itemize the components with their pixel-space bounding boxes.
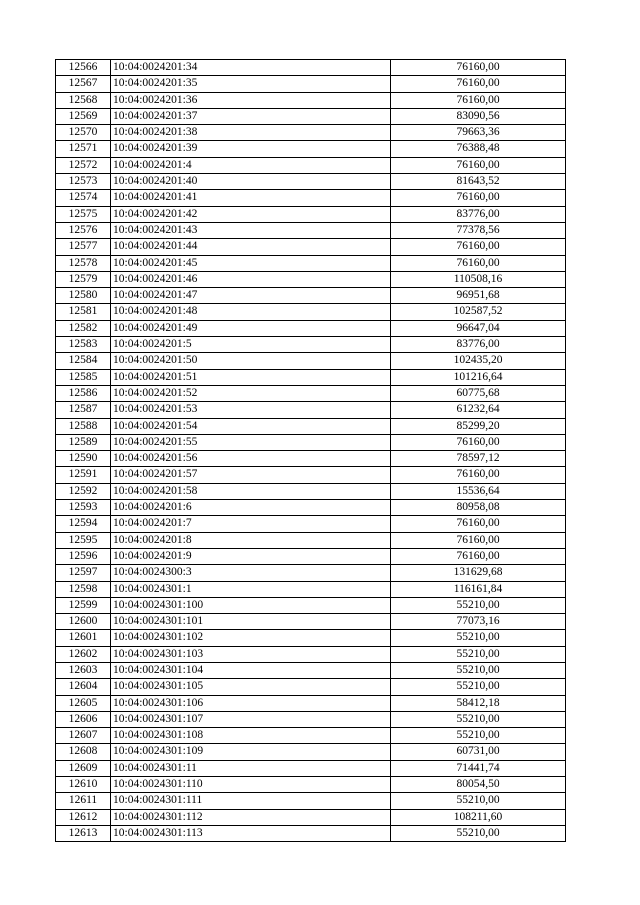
table-row: [56, 597, 566, 613]
cadastral-number-cell: 10:04:0024201:51: [111, 369, 391, 385]
value-cell: 55210,00: [391, 728, 566, 744]
row-number-cell: 12586: [56, 385, 111, 401]
cadastral-number-cell: 10:04:0024201:49: [111, 320, 391, 336]
cadastral-number-cell: 10:04:0024301:112: [111, 809, 391, 825]
row-number-cell: 12608: [56, 744, 111, 760]
table-row: [56, 565, 566, 581]
table-row: [56, 793, 566, 809]
row-number-cell: 12582: [56, 320, 111, 336]
value-cell: 83776,00: [391, 206, 566, 222]
table-row: [56, 516, 566, 532]
row-number-cell: 12574: [56, 190, 111, 206]
table-row: [56, 548, 566, 564]
table-row: [56, 92, 566, 108]
table-row: [56, 434, 566, 450]
value-cell: 79663,36: [391, 125, 566, 141]
cadastral-number-cell: 10:04:0024201:56: [111, 451, 391, 467]
cadastral-number-cell: 10:04:0024201:57: [111, 467, 391, 483]
cadastral-number-cell: 10:04:0024301:103: [111, 646, 391, 662]
cadastral-number-cell: 10:04:0024201:54: [111, 418, 391, 434]
table-row: [56, 125, 566, 141]
row-number-cell: 12609: [56, 760, 111, 776]
value-cell: 101216,64: [391, 369, 566, 385]
row-number-cell: 12593: [56, 500, 111, 516]
cadastral-number-cell: 10:04:0024301:101: [111, 614, 391, 630]
table-row: [56, 744, 566, 760]
row-number-cell: 12587: [56, 402, 111, 418]
cadastral-value-table: [55, 59, 566, 842]
table-row: [56, 222, 566, 238]
value-cell: 76160,00: [391, 157, 566, 173]
cadastral-number-cell: 10:04:0024201:55: [111, 434, 391, 450]
value-cell: 77378,56: [391, 222, 566, 238]
row-number-cell: 12602: [56, 646, 111, 662]
row-number-cell: 12570: [56, 125, 111, 141]
value-cell: 55210,00: [391, 793, 566, 809]
cadastral-number-cell: 10:04:0024201:42: [111, 206, 391, 222]
table-row: [56, 271, 566, 287]
value-cell: 55210,00: [391, 662, 566, 678]
table-row: [56, 777, 566, 793]
table-row: [56, 825, 566, 841]
row-number-cell: 12571: [56, 141, 111, 157]
value-cell: 102435,20: [391, 353, 566, 369]
row-number-cell: 12581: [56, 304, 111, 320]
cadastral-number-cell: 10:04:0024301:107: [111, 711, 391, 727]
row-number-cell: 12580: [56, 288, 111, 304]
value-cell: 110508,16: [391, 271, 566, 287]
row-number-cell: 12585: [56, 369, 111, 385]
row-number-cell: 12597: [56, 565, 111, 581]
row-number-cell: 12566: [56, 60, 111, 76]
cadastral-number-cell: 10:04:0024201:39: [111, 141, 391, 157]
table-row: [56, 304, 566, 320]
cadastral-number-cell: 10:04:0024201:34: [111, 60, 391, 76]
table-row: [56, 728, 566, 744]
cadastral-number-cell: 10:04:0024301:109: [111, 744, 391, 760]
row-number-cell: 12568: [56, 92, 111, 108]
cadastral-number-cell: 10:04:0024201:48: [111, 304, 391, 320]
value-cell: 71441,74: [391, 760, 566, 776]
cadastral-number-cell: 10:04:0024300:3: [111, 565, 391, 581]
cadastral-number-cell: 10:04:0024301:113: [111, 825, 391, 841]
cadastral-number-cell: 10:04:0024201:35: [111, 76, 391, 92]
row-number-cell: 12604: [56, 679, 111, 695]
table-row: [56, 695, 566, 711]
value-cell: 76160,00: [391, 255, 566, 271]
cadastral-number-cell: 10:04:0024201:4: [111, 157, 391, 173]
cadastral-number-cell: 10:04:0024301:111: [111, 793, 391, 809]
row-number-cell: 12567: [56, 76, 111, 92]
value-cell: 55210,00: [391, 825, 566, 841]
value-cell: 77073,16: [391, 614, 566, 630]
value-cell: 60775,68: [391, 385, 566, 401]
row-number-cell: 12589: [56, 434, 111, 450]
table-row: [56, 711, 566, 727]
table-row: [56, 532, 566, 548]
row-number-cell: 12599: [56, 597, 111, 613]
row-number-cell: 12592: [56, 483, 111, 499]
value-cell: 80054,50: [391, 777, 566, 793]
value-cell: 78597,12: [391, 451, 566, 467]
value-cell: 108211,60: [391, 809, 566, 825]
table-row: [56, 385, 566, 401]
table-body: [56, 60, 566, 842]
row-number-cell: 12603: [56, 662, 111, 678]
cadastral-number-cell: 10:04:0024201:38: [111, 125, 391, 141]
table-row: [56, 418, 566, 434]
value-cell: 80958,08: [391, 500, 566, 516]
table-row: [56, 483, 566, 499]
value-cell: 96647,04: [391, 320, 566, 336]
table-row: [56, 451, 566, 467]
cadastral-number-cell: 10:04:0024201:58: [111, 483, 391, 499]
table-row: [56, 108, 566, 124]
table-row: [56, 60, 566, 76]
cadastral-number-cell: 10:04:0024201:7: [111, 516, 391, 532]
row-number-cell: 12575: [56, 206, 111, 222]
cadastral-number-cell: 10:04:0024201:44: [111, 239, 391, 255]
value-cell: 55210,00: [391, 679, 566, 695]
row-number-cell: 12588: [56, 418, 111, 434]
cadastral-number-cell: 10:04:0024301:106: [111, 695, 391, 711]
row-number-cell: 12573: [56, 174, 111, 190]
table-row: [56, 809, 566, 825]
table-row: [56, 581, 566, 597]
table-row: [56, 500, 566, 516]
row-number-cell: 12576: [56, 222, 111, 238]
cadastral-number-cell: 10:04:0024301:1: [111, 581, 391, 597]
row-number-cell: 12583: [56, 337, 111, 353]
cadastral-number-cell: 10:04:0024201:43: [111, 222, 391, 238]
row-number-cell: 12610: [56, 777, 111, 793]
value-cell: 96951,68: [391, 288, 566, 304]
value-cell: 116161,84: [391, 581, 566, 597]
value-cell: 76160,00: [391, 60, 566, 76]
row-number-cell: 12605: [56, 695, 111, 711]
value-cell: 76160,00: [391, 434, 566, 450]
table-row: [56, 467, 566, 483]
table-row: [56, 190, 566, 206]
cadastral-number-cell: 10:04:0024201:9: [111, 548, 391, 564]
cadastral-number-cell: 10:04:0024301:108: [111, 728, 391, 744]
value-cell: 55210,00: [391, 646, 566, 662]
row-number-cell: 12613: [56, 825, 111, 841]
row-number-cell: 12612: [56, 809, 111, 825]
row-number-cell: 12600: [56, 614, 111, 630]
row-number-cell: 12611: [56, 793, 111, 809]
value-cell: 76160,00: [391, 239, 566, 255]
cadastral-number-cell: 10:04:0024201:41: [111, 190, 391, 206]
value-cell: 81643,52: [391, 174, 566, 190]
table-row: [56, 157, 566, 173]
row-number-cell: 12601: [56, 630, 111, 646]
cadastral-number-cell: 10:04:0024201:5: [111, 337, 391, 353]
row-number-cell: 12577: [56, 239, 111, 255]
value-cell: 76160,00: [391, 76, 566, 92]
cadastral-number-cell: 10:04:0024201:36: [111, 92, 391, 108]
value-cell: 61232,64: [391, 402, 566, 418]
value-cell: 55210,00: [391, 597, 566, 613]
cadastral-number-cell: 10:04:0024201:46: [111, 271, 391, 287]
row-number-cell: 12591: [56, 467, 111, 483]
table-row: [56, 646, 566, 662]
value-cell: 76388,48: [391, 141, 566, 157]
value-cell: 83090,56: [391, 108, 566, 124]
row-number-cell: 12578: [56, 255, 111, 271]
value-cell: 131629,68: [391, 565, 566, 581]
cadastral-number-cell: 10:04:0024301:105: [111, 679, 391, 695]
table-row: [56, 630, 566, 646]
row-number-cell: 12606: [56, 711, 111, 727]
row-number-cell: 12595: [56, 532, 111, 548]
table-row: [56, 239, 566, 255]
value-cell: 76160,00: [391, 190, 566, 206]
row-number-cell: 12572: [56, 157, 111, 173]
row-number-cell: 12579: [56, 271, 111, 287]
row-number-cell: 12598: [56, 581, 111, 597]
table-row: [56, 337, 566, 353]
cadastral-number-cell: 10:04:0024201:45: [111, 255, 391, 271]
cadastral-number-cell: 10:04:0024201:47: [111, 288, 391, 304]
row-number-cell: 12569: [56, 108, 111, 124]
table-row: [56, 288, 566, 304]
table-row: [56, 369, 566, 385]
cadastral-number-cell: 10:04:0024201:37: [111, 108, 391, 124]
cadastral-number-cell: 10:04:0024301:100: [111, 597, 391, 613]
document-page: [55, 59, 566, 842]
value-cell: 76160,00: [391, 516, 566, 532]
cadastral-number-cell: 10:04:0024201:6: [111, 500, 391, 516]
value-cell: 102587,52: [391, 304, 566, 320]
table-row: [56, 320, 566, 336]
cadastral-number-cell: 10:04:0024201:53: [111, 402, 391, 418]
row-number-cell: 12596: [56, 548, 111, 564]
table-row: [56, 255, 566, 271]
value-cell: 85299,20: [391, 418, 566, 434]
cadastral-number-cell: 10:04:0024201:52: [111, 385, 391, 401]
value-cell: 76160,00: [391, 467, 566, 483]
table-row: [56, 76, 566, 92]
value-cell: 76160,00: [391, 548, 566, 564]
cadastral-number-cell: 10:04:0024301:11: [111, 760, 391, 776]
table-row: [56, 174, 566, 190]
cadastral-number-cell: 10:04:0024301:104: [111, 662, 391, 678]
row-number-cell: 12590: [56, 451, 111, 467]
table-row: [56, 141, 566, 157]
value-cell: 15536,64: [391, 483, 566, 499]
table-row: [56, 662, 566, 678]
value-cell: 83776,00: [391, 337, 566, 353]
table-row: [56, 760, 566, 776]
cadastral-number-cell: 10:04:0024201:8: [111, 532, 391, 548]
value-cell: 76160,00: [391, 92, 566, 108]
table-row: [56, 353, 566, 369]
table-row: [56, 679, 566, 695]
value-cell: 58412,18: [391, 695, 566, 711]
value-cell: 55210,00: [391, 711, 566, 727]
table-row: [56, 206, 566, 222]
row-number-cell: 12594: [56, 516, 111, 532]
value-cell: 60731,00: [391, 744, 566, 760]
row-number-cell: 12607: [56, 728, 111, 744]
cadastral-number-cell: 10:04:0024301:102: [111, 630, 391, 646]
table-row: [56, 614, 566, 630]
value-cell: 76160,00: [391, 532, 566, 548]
cadastral-number-cell: 10:04:0024201:50: [111, 353, 391, 369]
table-row: [56, 402, 566, 418]
row-number-cell: 12584: [56, 353, 111, 369]
cadastral-number-cell: 10:04:0024301:110: [111, 777, 391, 793]
cadastral-number-cell: 10:04:0024201:40: [111, 174, 391, 190]
value-cell: 55210,00: [391, 630, 566, 646]
